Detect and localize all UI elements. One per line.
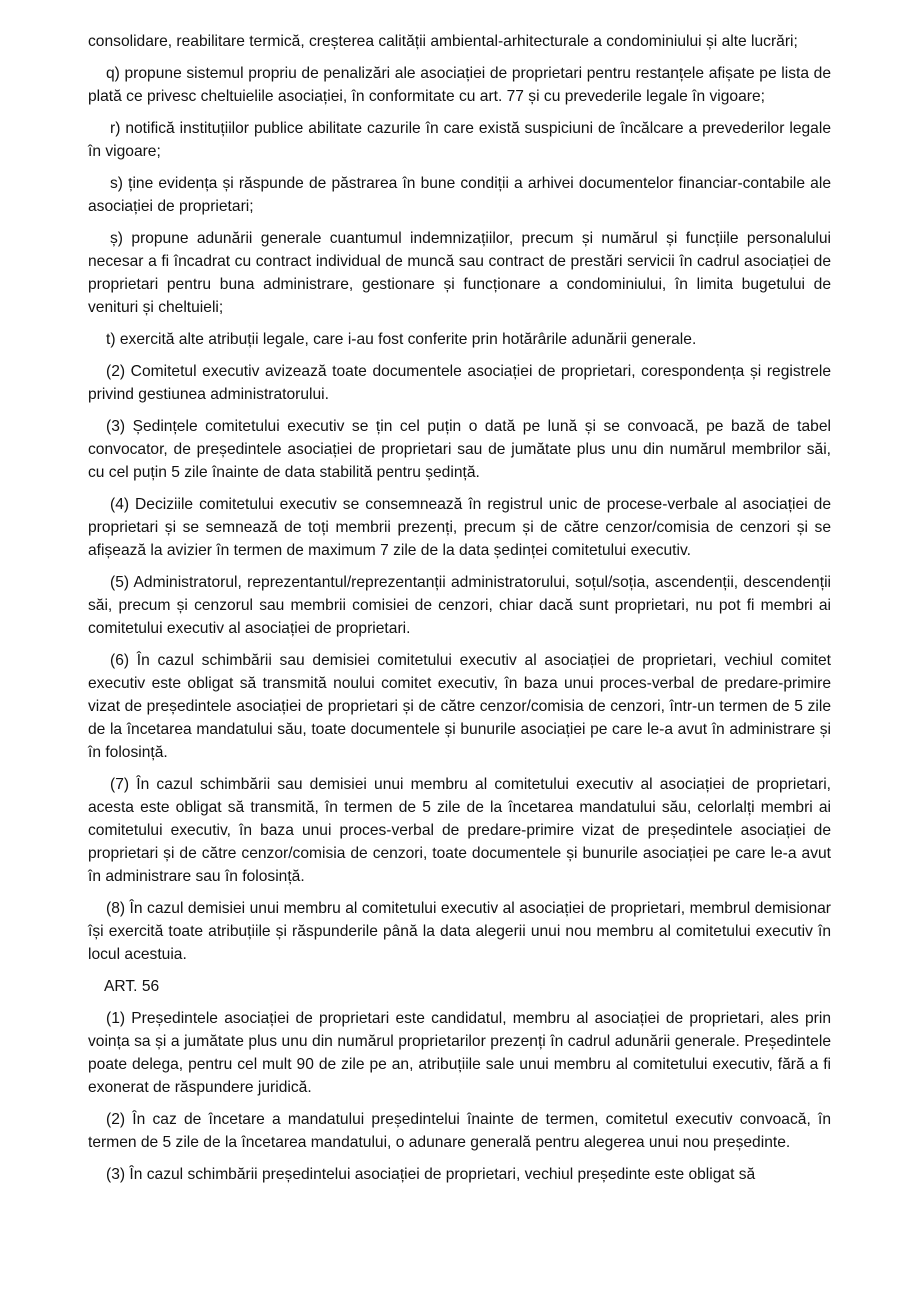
paragraph-art56-alineat-3: (3) În cazul schimbării președintelui asociației de proprietari, vechiul președinte este obligat să xyxy=(106,1166,756,1183)
paragraph-item-q: q) propune sistemul propriu de penalizări ale asociației de proprietari pentru restanțele afișate pe lista de plată ce privesc cheltuielile asociației, în conformitate cu art. 77 și cu prevederile legale în vigoare; xyxy=(88,65,831,105)
paragraph-continuation: consolidare, reabilitare termică, creșterea calității ambiental-arhitecturale a condominiului și alte lucrări; xyxy=(88,33,798,50)
paragraph-item-t: t) exercită alte atribuții legale, care i-au fost conferite prin hotărârile adunării generale. xyxy=(106,331,697,348)
paragraph-alineat-8: (8) În cazul demisiei unui membru al comitetului executiv al asociației de proprietari, membrul demisionar își exercită toate atribuțiile și răspunderile până la data alegerii unui nou membru al comitetului executiv în locul acestuia. xyxy=(88,900,831,963)
document-page xyxy=(88,30,831,1195)
paragraph-alineat-5: (5) Administratorul, reprezentantul/reprezentanții administratorului, soțul/soția, ascendenții, descendenții săi, precum și cenzorul sau membrii comisiei de cenzori, chiar dacă sunt proprietari, nu pot fi membri ai comitetului executiv al asociației de proprietari. xyxy=(88,574,831,637)
paragraph-item-r: r) notifică instituțiilor publice abilitate cazurile în care există suspiciuni de încălcare a prevederilor legale în vigoare; xyxy=(88,120,831,160)
paragraph-alineat-4: (4) Deciziile comitetului executiv se consemnează în registrul unic de procese-verbale al asociației de proprietari și se semnează de toți membrii prezenți, precum și de către cenzor/comisia de cenzori și se afișează la avizier în termen de maximum 7 zile de la data ședinței comitetului executiv. xyxy=(88,496,831,559)
article-heading: ART. 56 xyxy=(104,978,160,995)
paragraph-item-s-comma: ș) propune adunării generale cuantumul indemnizațiilor, precum și numărul și funcțiile personalului necesar a fi încadrat cu contract individual de muncă sau contract de prestări servicii în cadrul asociației de proprietari pentru buna administrare, gestionare și funcționare a condominiului, în limita bugetului de venituri și cheltuieli; xyxy=(88,230,831,316)
paragraph-item-s: s) ține evidența și răspunde de păstrarea în bune condiții a arhivei documentelor financiar-contabile ale asociației de proprietari; xyxy=(88,175,831,215)
paragraph-art56-alineat-1: (1) Președintele asociației de proprietari este candidatul, membru al asociației de proprietari, ales prin voința sa și a jumătate plus unu din numărul proprietarilor prezenți în cadrul adunării generale. Președintele poate delega, pentru cel mult 90 de zile pe an, atribuțiile sale unui membru al comitetului executiv, fără a fi exonerat de răspundere juridică. xyxy=(88,1010,831,1096)
paragraph-art56-alineat-2: (2) În caz de încetare a mandatului președintelui înainte de termen, comitetul executiv convoacă, în termen de 5 zile de la încetarea mandatului, o adunare generală pentru alegerea unui nou președinte. xyxy=(88,1111,831,1151)
paragraph-alineat-7: (7) În cazul schimbării sau demisiei unui membru al comitetului executiv al asociației de proprietari, acesta este obligat să transmită, în termen de 5 zile de la încetarea mandatului său, celorlalți membri ai comitetului executiv, în baza unui proces-verbal de predare-primire vizat de președintele asociației de proprietari și de către cenzor/comisia de cenzori, toate documentele și bunurile asociației pe care le-a avut în administrare sau în folosință. xyxy=(88,776,831,885)
paragraph-alineat-3: (3) Ședințele comitetului executiv se țin cel puțin o dată pe lună și se convoacă, pe bază de tabel convocator, de președintele asociației de proprietari sau de jumătate plus unu din numărul membrilor săi, cu cel puțin 5 zile înainte de data stabilită pentru ședință. xyxy=(88,418,831,481)
paragraph-alineat-2: (2) Comitetul executiv avizează toate documentele asociației de proprietari, corespondența și registrele privind gestiunea administratorului. xyxy=(88,363,831,403)
paragraph-alineat-6: (6) În cazul schimbării sau demisiei comitetului executiv al asociației de proprietari, vechiul comitet executiv este obligat să transmită noului comitet executiv, în baza unui proces-verbal de predare-primire vizat de președintele asociației de proprietari și de către cenzor/comisia de cenzori, într-un termen de 5 zile de la încetarea mandatului său, toate documentele și bunurile asociației pe care le-a avut în administrare și în folosință. xyxy=(88,652,831,761)
